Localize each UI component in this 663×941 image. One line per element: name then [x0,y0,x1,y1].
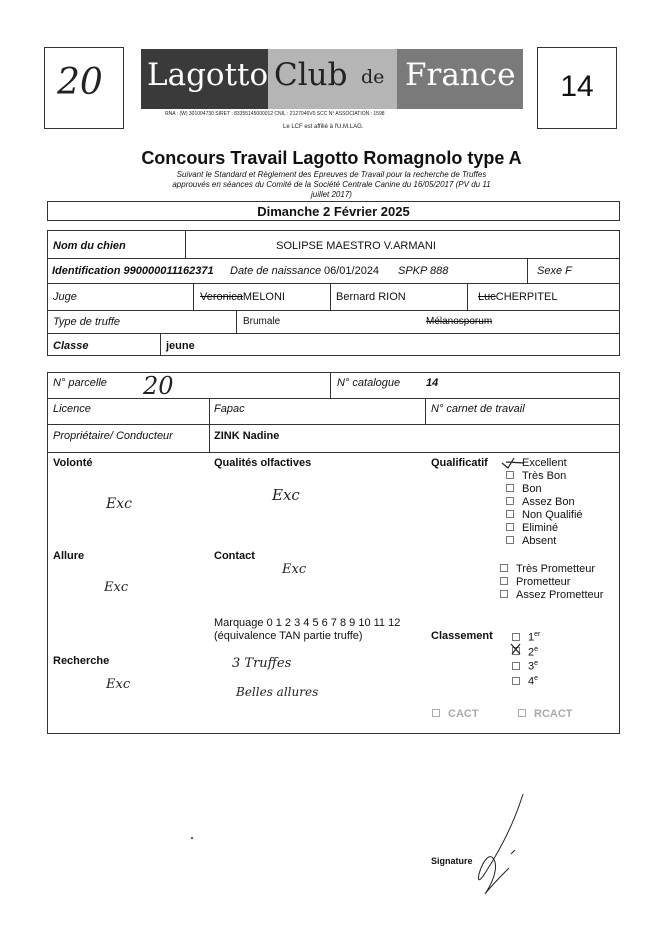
truffle-brumale: Brumale [243,316,281,327]
willingness-label: Volonté [53,457,93,469]
dog-sex: Sexe F [537,265,572,277]
catalogue-number-box [537,47,617,129]
ranking-number: 4 [528,675,535,688]
club-logo [141,49,523,115]
checkbox[interactable] [432,709,440,717]
promising-prometteur[interactable] [500,576,603,589]
logo-word-de: de [361,66,385,88]
ranking-suffix: er [534,631,541,638]
signature-scribble [465,790,535,910]
qualifier-option-label: Absent [522,535,557,547]
promising-list [500,563,603,602]
qualifier-excellent[interactable] [506,457,583,470]
parcel-label: N° parcelle [53,377,107,389]
marking-note-allures: Belles allures [236,685,319,699]
promising-option-label: Assez Prometteur [516,589,604,601]
qualifier-absent[interactable] [506,535,583,548]
competition-date: Dimanche 2 Février 2025 [257,204,410,219]
gait-label: Allure [53,550,85,562]
qualifier-option-label: Très Bon [522,470,567,482]
contact-score: Exc [282,562,307,577]
judge-label: Juge [53,291,77,303]
class-value: jeune [166,340,195,352]
qualifier-assez-bon[interactable] [506,496,583,509]
judge-3 [478,291,558,303]
ranking-number: 3 [528,660,535,673]
page-subtitle: Suivant le Standard et Règlement des Epreuves de Travail pour la recherche de Truffes approuvés en séances du Comité de la Société Centrale Canine du 16/05/2017 (PV du 11 juillet 2017) [172,170,491,199]
truffle-type-label: Type de truffe [53,316,121,328]
checkbox[interactable] [506,471,514,479]
olfactory-score: Exc [272,486,300,504]
logo-word-lagotto: Lagotto [147,57,269,93]
logo-affiliation: Le LCF est affilié à l'U.M.LAG. [283,124,364,130]
handwritten-check-icon [500,456,526,470]
rcact-label: RCACT [534,708,573,720]
signature-label: Signature [431,856,473,866]
judge-1 [200,291,285,303]
logo-legal-line: RNA : (W) 301004730 SIRET : 83355145000012 CNIL : 2127046V0 SCC N° ASSOCIATION : 1598 [165,111,385,117]
checkbox[interactable] [512,662,520,670]
ranking-list [512,629,540,688]
spkp-number: SPKP 888 [398,265,449,277]
judge-1-lastname: MELONI [242,291,285,303]
ranking-3rd[interactable] [512,658,540,673]
logo-word-club: Club [274,57,348,93]
fapac-label: Fapac [214,403,245,415]
qualifier-option-label: Assez Bon [522,496,575,508]
dog-name-label: Nom du chien [53,240,126,252]
judge-1-firstname: Veronica [200,291,243,303]
qualifier-tres-bon[interactable] [506,470,583,483]
qualifier-option-label: Non Qualifié [522,509,583,521]
owner-value: ZINK Nadine [214,430,280,442]
checkbox[interactable] [500,564,508,572]
promising-option-label: Prometteur [516,576,571,588]
checkbox[interactable] [506,484,514,492]
identification: Identification 990000011162371 [52,265,214,277]
handwritten-parcel-number: 20 [57,62,103,103]
catalogue-number: 14 [560,70,594,103]
ranking-label: Classement [431,630,493,642]
ranking-suffix: e [534,674,539,682]
dog-name-value: SOLIPSE MAESTRO V.ARMANI [276,240,436,252]
rcact-option[interactable] [518,708,573,720]
birthdate-value: 06/01/2024 [324,265,380,277]
judge-3-firstname: Luc [478,291,496,303]
checkbox[interactable] [512,633,520,641]
checkbox[interactable] [518,709,526,717]
date-box [47,201,620,221]
qualifier-elimine[interactable] [506,522,583,535]
page-title: Concours Travail Lagotto Romagnolo type A [141,148,522,168]
owner-label: Propriétaire/ Conducteur [53,430,173,442]
contact-label: Contact [214,550,255,562]
ranking-suffix: e [534,660,539,668]
willingness-score: Exc [106,496,132,512]
class-label: Classe [53,340,89,352]
catalogue-value: 14 [426,377,439,389]
checkbox[interactable] [500,577,508,585]
parcel-number-box [44,47,124,129]
gait-score: Exc [104,580,129,595]
promising-tres-prometteur[interactable] [500,563,603,576]
olfactory-label: Qualités olfactives [214,457,312,469]
cact-option[interactable] [432,708,479,720]
qualifier-non-qualifie[interactable] [506,509,583,522]
qualifier-bon[interactable] [506,483,583,496]
catalogue-label: N° catalogue [337,377,401,389]
promising-assez-prometteur[interactable] [500,589,603,602]
judge-3-lastname: CHERPITEL [495,291,558,303]
ranking-4th[interactable] [512,673,540,688]
checkbox[interactable] [506,497,514,505]
logo-word-france: France [405,57,516,93]
parcel-value: 20 [143,372,174,400]
promising-option-label: Très Prometteur [516,563,596,575]
checkbox[interactable] [506,536,514,544]
qualifier-option-label: Bon [522,483,542,495]
ranking-2nd[interactable] [512,644,540,659]
ranking-number: 2 [528,646,535,659]
qualifier-label: Qualificatif [431,457,488,469]
qualifier-option-label: Eliminé [522,522,559,534]
handwritten-cross-icon [509,642,523,656]
qualifier-list [506,457,583,548]
qualifier-option-label: Excellent [522,457,567,469]
cact-label: CACT [448,708,479,720]
checkbox[interactable] [506,523,514,531]
ranking-number: 1 [528,631,535,644]
marking-equivalence: (équivalence TAN partie truffe) [214,630,363,642]
stray-mark [191,837,193,839]
checkbox[interactable] [512,677,520,685]
marking-scale: Marquage 0 1 2 3 4 5 6 7 8 9 10 11 12 [214,617,401,629]
ranking-suffix: e [534,645,539,653]
checkbox[interactable] [500,590,508,598]
checkbox[interactable] [506,510,514,518]
truffle-melanosporum: Mélanosporum [426,316,493,327]
marking-note-truffles: 3 Truffes [232,656,292,671]
work-book-label: N° carnet de travail [431,403,525,415]
search-score: Exc [106,677,131,692]
licence-label: Licence [53,403,91,415]
judge-2: Bernard RION [336,291,406,303]
search-label: Recherche [53,655,110,667]
birthdate-label: Date de naissance [230,265,322,277]
